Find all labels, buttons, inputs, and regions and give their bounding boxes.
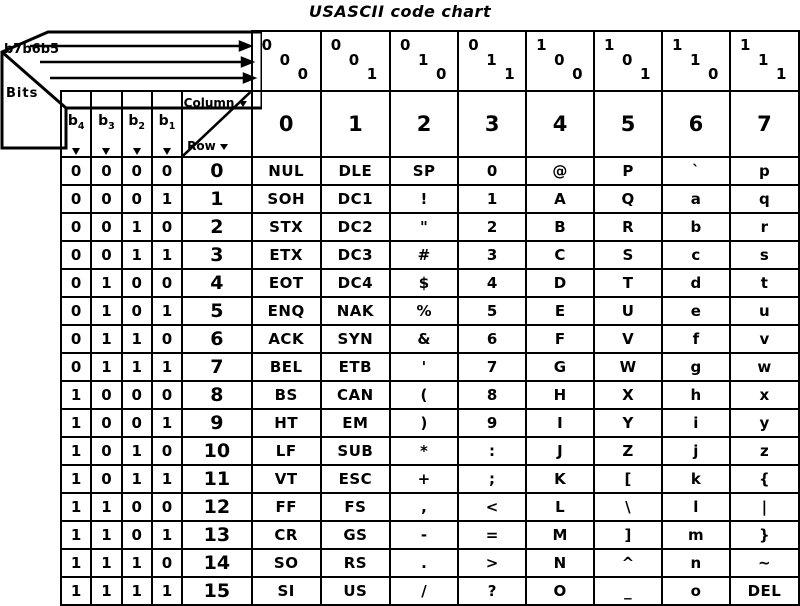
code-cell: @	[526, 157, 594, 185]
code-cell: VT	[252, 465, 321, 493]
row-bit: 0	[122, 185, 152, 213]
code-cell: ^	[594, 549, 662, 577]
code-cell: u	[730, 297, 799, 325]
code-cell: S	[594, 241, 662, 269]
table-row	[61, 381, 799, 409]
code-cell: 0	[458, 157, 526, 185]
column-number: 5	[594, 91, 662, 157]
code-cell: '	[390, 353, 458, 381]
row-bit: 0	[91, 185, 121, 213]
column-number: 4	[526, 91, 594, 157]
row-bit: 1	[122, 549, 152, 577]
table-row	[61, 549, 799, 577]
code-cell: LF	[252, 437, 321, 465]
row-bit: 0	[152, 381, 182, 409]
row-bit: 1	[122, 325, 152, 353]
code-cell: p	[730, 157, 799, 185]
table-row	[61, 157, 799, 185]
table-row	[61, 325, 799, 353]
column-number: 3	[458, 91, 526, 157]
row-number: 4	[182, 269, 251, 297]
code-cell: d	[662, 269, 730, 297]
code-cell: I	[526, 409, 594, 437]
code-cell: s	[730, 241, 799, 269]
code-cell: DC4	[321, 269, 390, 297]
row-bit: 0	[122, 521, 152, 549]
code-cell: 4	[458, 269, 526, 297]
bit-header-b2: $b_2$	[122, 91, 152, 157]
code-cell: SO	[252, 549, 321, 577]
row-bit: 0	[61, 353, 91, 381]
code-cell: z	[730, 437, 799, 465]
code-cell: G	[526, 353, 594, 381]
row-bit: 1	[61, 409, 91, 437]
row-bit: 1	[122, 241, 152, 269]
code-cell: [	[594, 465, 662, 493]
row-number: 12	[182, 493, 251, 521]
code-cell: ]	[594, 521, 662, 549]
code-cell: =	[458, 521, 526, 549]
code-cell: B	[526, 213, 594, 241]
row-bit: 0	[152, 213, 182, 241]
code-cell: U	[594, 297, 662, 325]
code-cell: e	[662, 297, 730, 325]
down-arrow-icon	[163, 148, 171, 155]
row-bit: 1	[91, 325, 121, 353]
code-cell: 6	[458, 325, 526, 353]
column-label: Column	[184, 96, 247, 110]
code-cell: ENQ	[252, 297, 321, 325]
code-cell: 2	[458, 213, 526, 241]
code-cell: A	[526, 185, 594, 213]
code-cell: "	[390, 213, 458, 241]
row-number: 11	[182, 465, 251, 493]
code-cell: 1	[458, 185, 526, 213]
row-bit: 1	[122, 437, 152, 465]
code-cell: %	[390, 297, 458, 325]
code-cell: Z	[594, 437, 662, 465]
code-cell: ;	[458, 465, 526, 493]
column-bit-triple: 1 0 0	[526, 31, 594, 91]
code-cell: P	[594, 157, 662, 185]
code-cell: FF	[252, 493, 321, 521]
code-cell: E	[526, 297, 594, 325]
row-bit: 1	[152, 353, 182, 381]
row-bit: 0	[122, 493, 152, 521]
code-cell: w	[730, 353, 799, 381]
row-label: Row	[187, 139, 228, 153]
code-cell: DC2	[321, 213, 390, 241]
code-cell: `	[662, 157, 730, 185]
row-bit: 1	[91, 521, 121, 549]
code-cell: r	[730, 213, 799, 241]
code-cell: q	[730, 185, 799, 213]
row-number: 1	[182, 185, 251, 213]
row-number: 10	[182, 437, 251, 465]
row-bit: 0	[91, 213, 121, 241]
row-bit: 1	[152, 465, 182, 493]
row-bit: 1	[152, 185, 182, 213]
row-number: 5	[182, 297, 251, 325]
code-cell: J	[526, 437, 594, 465]
code-cell: SYN	[321, 325, 390, 353]
table-row	[61, 409, 799, 437]
row-bit: 1	[61, 577, 91, 605]
code-cell: 9	[458, 409, 526, 437]
code-cell: y	[730, 409, 799, 437]
column-bit-triple: 0 0 1	[321, 31, 390, 91]
column-bit-triple: 0 0 0	[252, 31, 321, 91]
code-cell: GS	[321, 521, 390, 549]
row-bit: 1	[91, 269, 121, 297]
row-bit: 1	[122, 577, 152, 605]
code-cell: ,	[390, 493, 458, 521]
code-cell: V	[594, 325, 662, 353]
code-cell: 5	[458, 297, 526, 325]
code-cell: >	[458, 549, 526, 577]
code-cell: C	[526, 241, 594, 269]
row-bit: 0	[122, 381, 152, 409]
code-cell: 8	[458, 381, 526, 409]
code-cell: BS	[252, 381, 321, 409]
code-cell: R	[594, 213, 662, 241]
column-number: 2	[390, 91, 458, 157]
code-cell: o	[662, 577, 730, 605]
code-cell: DEL	[730, 577, 799, 605]
row-number: 13	[182, 521, 251, 549]
code-cell: *	[390, 437, 458, 465]
code-cell: a	[662, 185, 730, 213]
code-cell: v	[730, 325, 799, 353]
header-row-column-bits	[61, 31, 799, 91]
row-bit: 0	[91, 157, 121, 185]
code-cell: DC1	[321, 185, 390, 213]
code-cell: H	[526, 381, 594, 409]
row-bit: 0	[91, 437, 121, 465]
row-bit: 1	[152, 577, 182, 605]
row-bit: 0	[152, 549, 182, 577]
row-bit: 1	[91, 577, 121, 605]
code-cell: 3	[458, 241, 526, 269]
code-cell: \	[594, 493, 662, 521]
row-bit: 1	[152, 521, 182, 549]
column-number: 6	[662, 91, 730, 157]
row-bit: 0	[122, 269, 152, 297]
row-bit: 1	[91, 297, 121, 325]
row-bit: 1	[152, 409, 182, 437]
code-cell: /	[390, 577, 458, 605]
code-cell: STX	[252, 213, 321, 241]
column-bit-triple: 0 1 1	[458, 31, 526, 91]
row-number: 2	[182, 213, 251, 241]
column-number: 0	[252, 91, 321, 157]
page-title: USASCII code chart	[308, 2, 492, 21]
code-cell: DLE	[321, 157, 390, 185]
code-cell: HT	[252, 409, 321, 437]
code-cell: !	[390, 185, 458, 213]
row-bit: 1	[91, 493, 121, 521]
row-bit: 0	[91, 241, 121, 269]
row-bit: 1	[61, 381, 91, 409]
code-cell: CAN	[321, 381, 390, 409]
code-cell: X	[594, 381, 662, 409]
bit-header-b4: $b_4$	[61, 91, 91, 157]
column-bit-triple: 1 0 1	[594, 31, 662, 91]
code-cell: .	[390, 549, 458, 577]
ascii-code-table	[60, 30, 800, 606]
code-cell: b	[662, 213, 730, 241]
table-row	[61, 577, 799, 605]
code-cell: ?	[458, 577, 526, 605]
row-bit: 0	[61, 269, 91, 297]
code-cell: g	[662, 353, 730, 381]
code-cell: }	[730, 521, 799, 549]
row-bit: 0	[61, 213, 91, 241]
table-row	[61, 241, 799, 269]
column-number: 7	[730, 91, 799, 157]
code-cell: h	[662, 381, 730, 409]
code-cell: #	[390, 241, 458, 269]
code-cell: EOT	[252, 269, 321, 297]
row-bit: 0	[152, 437, 182, 465]
code-cell: SI	[252, 577, 321, 605]
code-cell: &	[390, 325, 458, 353]
code-cell: {	[730, 465, 799, 493]
column-bit-triple: 1 1 1	[730, 31, 799, 91]
code-cell: n	[662, 549, 730, 577]
code-cell: i	[662, 409, 730, 437]
row-bit: 1	[61, 437, 91, 465]
code-cell: L	[526, 493, 594, 521]
code-cell: EM	[321, 409, 390, 437]
row-bit: 0	[61, 157, 91, 185]
table-row	[61, 521, 799, 549]
code-cell: j	[662, 437, 730, 465]
code-cell: ESC	[321, 465, 390, 493]
row-bit: 0	[61, 325, 91, 353]
code-cell: SP	[390, 157, 458, 185]
row-bit: 0	[61, 297, 91, 325]
row-bit: 0	[122, 157, 152, 185]
code-cell: m	[662, 521, 730, 549]
code-cell: k	[662, 465, 730, 493]
table-row	[61, 185, 799, 213]
code-cell: NAK	[321, 297, 390, 325]
row-number: 7	[182, 353, 251, 381]
code-cell: +	[390, 465, 458, 493]
table-row	[61, 213, 799, 241]
row-number: 15	[182, 577, 251, 605]
row-bit: 1	[122, 465, 152, 493]
row-number: 14	[182, 549, 251, 577]
code-cell: Y	[594, 409, 662, 437]
row-bit: 1	[152, 297, 182, 325]
code-cell: (	[390, 381, 458, 409]
code-cell: SOH	[252, 185, 321, 213]
row-number: 9	[182, 409, 251, 437]
table-row	[61, 465, 799, 493]
row-bit: 0	[91, 409, 121, 437]
code-cell: t	[730, 269, 799, 297]
code-cell: ETB	[321, 353, 390, 381]
row-bit: 0	[152, 493, 182, 521]
column-bit-triple: 0 1 0	[390, 31, 458, 91]
down-arrow-icon	[72, 148, 80, 155]
code-cell: )	[390, 409, 458, 437]
row-number: 6	[182, 325, 251, 353]
code-cell: f	[662, 325, 730, 353]
table-row	[61, 269, 799, 297]
row-number: 8	[182, 381, 251, 409]
row-number: 3	[182, 241, 251, 269]
row-bit: 1	[91, 353, 121, 381]
row-bit: 0	[61, 241, 91, 269]
code-cell: ~	[730, 549, 799, 577]
code-cell: BEL	[252, 353, 321, 381]
code-cell: :	[458, 437, 526, 465]
code-cell: c	[662, 241, 730, 269]
code-cell: _	[594, 577, 662, 605]
code-cell: RS	[321, 549, 390, 577]
table-row	[61, 353, 799, 381]
row-bit: 0	[152, 325, 182, 353]
table-row	[61, 297, 799, 325]
row-bit: 1	[122, 213, 152, 241]
row-bit: 1	[61, 549, 91, 577]
row-bit: 0	[91, 465, 121, 493]
code-cell: -	[390, 521, 458, 549]
bit-header-b1: $b_1$	[152, 91, 182, 157]
code-cell: N	[526, 549, 594, 577]
code-cell: x	[730, 381, 799, 409]
code-cell: T	[594, 269, 662, 297]
row-bit: 1	[61, 465, 91, 493]
code-cell: NUL	[252, 157, 321, 185]
code-cell: M	[526, 521, 594, 549]
code-cell: <	[458, 493, 526, 521]
down-arrow-icon	[133, 148, 141, 155]
column-number: 1	[321, 91, 390, 157]
code-cell: W	[594, 353, 662, 381]
code-cell: SUB	[321, 437, 390, 465]
code-cell: CR	[252, 521, 321, 549]
row-bit: 0	[91, 381, 121, 409]
bit-header-b3: $b_3$	[91, 91, 121, 157]
code-cell: US	[321, 577, 390, 605]
code-cell: F	[526, 325, 594, 353]
code-cell: K	[526, 465, 594, 493]
code-cell: ACK	[252, 325, 321, 353]
header-row-column-numbers	[61, 91, 799, 157]
row-bit: 1	[152, 241, 182, 269]
row-bit: 1	[91, 549, 121, 577]
row-number: 0	[182, 157, 251, 185]
header-corner-spacer	[61, 31, 252, 91]
row-bit: 1	[61, 521, 91, 549]
down-arrow-icon	[102, 148, 110, 155]
code-cell: O	[526, 577, 594, 605]
row-bit: 0	[122, 409, 152, 437]
row-bit: 0	[152, 157, 182, 185]
row-bit: 1	[61, 493, 91, 521]
code-cell: 7	[458, 353, 526, 381]
code-cell: D	[526, 269, 594, 297]
column-row-label-cell	[182, 91, 251, 157]
code-cell: |	[730, 493, 799, 521]
legend-b7-label: b7b6b5	[4, 42, 60, 57]
code-cell: ETX	[252, 241, 321, 269]
code-cell: FS	[321, 493, 390, 521]
row-bit: 1	[122, 353, 152, 381]
legend-bits-label: Bits	[6, 86, 39, 101]
code-cell: $	[390, 269, 458, 297]
code-cell: l	[662, 493, 730, 521]
row-bit: 0	[122, 297, 152, 325]
row-bit: 0	[61, 185, 91, 213]
code-cell: DC3	[321, 241, 390, 269]
column-bit-triple: 1 1 0	[662, 31, 730, 91]
code-cell: Q	[594, 185, 662, 213]
row-bit: 0	[152, 269, 182, 297]
table-row	[61, 493, 799, 521]
table-row	[61, 437, 799, 465]
